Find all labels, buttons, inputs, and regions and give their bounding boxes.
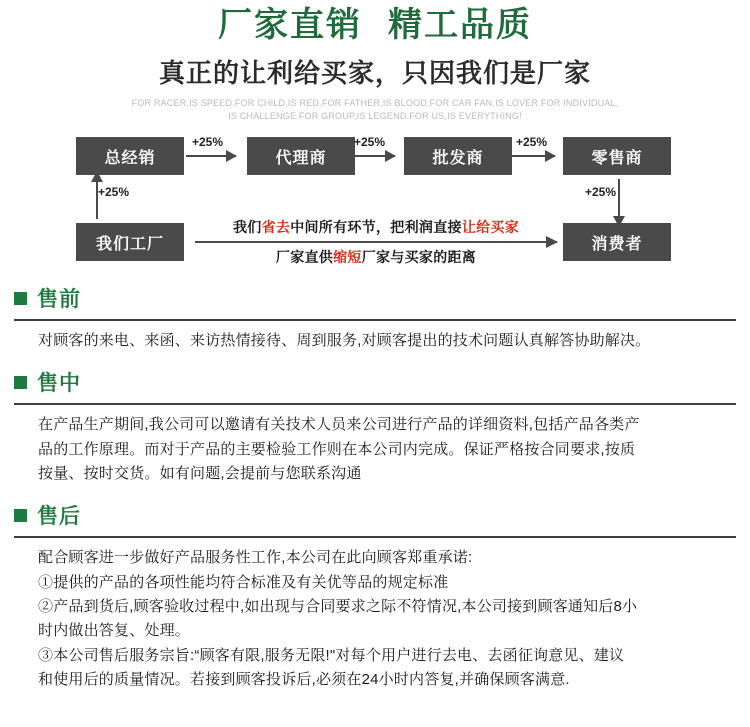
tagline-line-2: IS CHALLENGE.FOR GROUP,IS LEGEND.FOR US,IS EVERYTHING!	[228, 111, 522, 122]
markup-label-5: +25%	[585, 185, 617, 200]
arrow-retailer-to-consumer	[618, 179, 620, 217]
section-during-sale	[0, 367, 750, 486]
markup-label-2: +25%	[354, 135, 386, 150]
shorten-distance-text-b: 缩短	[333, 249, 362, 266]
square-bullet-icon	[14, 376, 27, 389]
direct-supply-text-a: 我们	[232, 219, 262, 236]
arrow-factory-to-consumer-direct	[195, 241, 557, 243]
during-sale-line-2: 品的工作原理。而对于产品的主要检验工作则在本公司内完成。保证严格按合同要求,按质	[38, 440, 636, 458]
arrow-wholesaler-to-retailer	[510, 155, 555, 157]
section-after-sale	[0, 500, 750, 692]
shorten-distance-text-a: 厂家直供	[275, 249, 334, 266]
after-sale-line-2: ①提供的产品的各项性能均符合标准及有关优等品的规定标准	[38, 573, 449, 591]
direct-supply-text	[196, 217, 556, 237]
shorten-distance-text-c: 厂家与买家的距离	[361, 249, 477, 266]
section-header-during-sale	[0, 367, 750, 397]
section-pre-sale	[0, 283, 750, 353]
section-header-after-sale	[0, 500, 750, 530]
arrow-distributor-to-agent	[186, 155, 236, 157]
flow-node-distributor: 总经销	[76, 137, 184, 175]
section-title-during-sale: 售中	[37, 372, 81, 396]
section-body-during-sale	[0, 405, 750, 486]
after-sale-line-5: ③本公司售后服务宗旨:“顾客有限,服务无限!"对每个用户进行去电、去函征询意见、建议	[38, 646, 625, 664]
markup-label-4: +25%	[98, 185, 130, 200]
flow-node-factory: 我们工厂	[76, 223, 184, 261]
markup-label-1: +25%	[192, 135, 224, 150]
section-body-after-sale	[0, 538, 750, 692]
arrow-agent-to-wholesaler	[348, 155, 395, 157]
after-sale-line-3: ②产品到货后,顾客验收过程中,如出现与合同要求之际不符情况,本公司接到顾客通知后8小	[38, 597, 638, 615]
shorten-distance-text	[196, 247, 556, 267]
headline-left: 厂家直销	[218, 6, 362, 44]
flow-node-agent: 代理商	[247, 137, 355, 175]
flow-node-wholesaler: 批发商	[404, 137, 512, 175]
tagline-block	[0, 97, 750, 123]
after-sale-line-1: 配合顾客进一步做好产品服务性工作,本公司在此向顾客郑重承诺:	[38, 549, 473, 567]
section-body-pre-sale	[0, 321, 750, 353]
page-subheadline: 真正的让利给买家，只因我们是厂家	[158, 58, 591, 89]
headline-right: 精工品质	[388, 6, 532, 44]
page-headline	[0, 0, 750, 45]
during-sale-line-1: 在产品生产期间,我公司可以邀请有关技术人员来公司进行产品的详细资料,包括产品各类产	[38, 416, 640, 434]
flow-node-retailer: 零售商	[563, 137, 671, 175]
after-sale-line-4: 时内做出答复、处理。	[38, 622, 191, 640]
during-sale-line-3: 按量、按时交货。如有问题,会提前与您联系沟通	[38, 465, 362, 483]
square-bullet-icon	[14, 292, 27, 305]
after-sale-line-6: 和使用后的质量情况。若接到顾客投诉后,必须在24小时内答复,并确保顾客满意.	[38, 670, 570, 688]
flow-node-consumer: 消费者	[563, 223, 671, 261]
direct-supply-text-c: 中间所有环节，把利润直接	[290, 219, 462, 236]
direct-supply-text-b: 省去	[261, 219, 291, 236]
direct-supply-text-d: 让给买家	[461, 219, 520, 236]
pre-sale-line-1: 对顾客的来电、来函、来访热情接待、周到服务,对顾客提出的技术问题认真解答协助解决。	[38, 332, 651, 350]
section-header-pre-sale	[0, 283, 750, 313]
square-bullet-icon	[14, 509, 27, 522]
tagline-line-1: FOR RACER,IS SPEED.FOR CHILD,IS RED.FOR FATHER,IS BLOOD.FOR CAR FAN,IS LOVER.FOR INDIVIDUAL,	[131, 98, 619, 109]
section-title-after-sale: 售后	[37, 505, 81, 529]
section-title-pre-sale: 售前	[37, 288, 81, 312]
markup-label-3: +25%	[516, 135, 548, 150]
distribution-flow-diagram	[0, 129, 750, 269]
